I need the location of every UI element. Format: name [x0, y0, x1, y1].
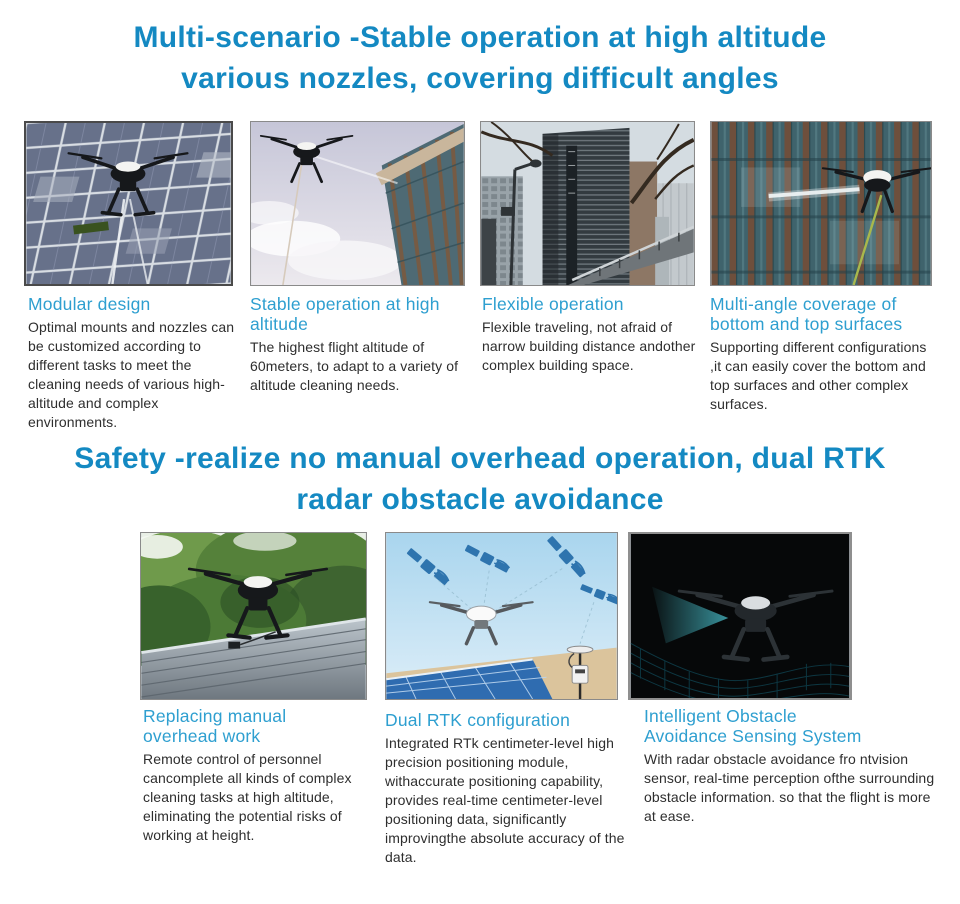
image-drone-cleaning-solar-panels: [24, 121, 233, 286]
feature-heading: Intelligent Obstacle Avoidance Sensing System: [644, 706, 862, 746]
image-drone-over-rooftop: [140, 532, 367, 700]
image-drone-spraying-facade: [710, 121, 932, 286]
feature-modular-design: [28, 294, 241, 432]
facade-scene: [711, 122, 931, 285]
feature-body: Optimal mounts and nozzles can be customized according to different tasks to meet the cleaning needs of various high-altitude and complex environments.: [28, 319, 235, 430]
feature-dual-rtk: [385, 710, 631, 867]
solar-panels-scene: [26, 123, 231, 284]
feature-body: With radar obstacle avoidance fro ntvision sensor, real-time perception ofthe surrounding obstacle information. so that the flight is more at ease.: [644, 751, 935, 824]
radar-scene: [630, 534, 850, 698]
feature-stable-operation: [250, 294, 475, 395]
image-city-skyscrapers: [480, 121, 695, 286]
section2-title-line1: Safety -realize no manual overhead operation, dual RTK: [74, 442, 886, 475]
rooftop-scene: [141, 533, 366, 699]
section2-title-line2: radar obstacle avoidance: [296, 483, 664, 516]
rtk-scene: [386, 533, 617, 699]
feature-body: Remote control of personnel cancomplete all kinds of complex cleaning tasks at high altitude, eliminating the potential risks of working at height.: [143, 751, 352, 843]
section1-title-line2: various nozzles, covering difficult angles: [181, 62, 779, 95]
feature-heading: Replacing manual overhead work: [143, 706, 287, 746]
feature-body: Integrated RTk centimeter-level high precision positioning module, withaccurate positioning capability, provides real-time centimeter-level positioning data, significantly improvingthe absolute accuracy of the data.: [385, 735, 625, 865]
sky-building-scene: [251, 122, 464, 285]
city-scene: [481, 122, 694, 285]
feature-body: Flexible traveling, not afraid of narrow building distance andother complex building space.: [482, 319, 696, 373]
image-drone-high-altitude: [250, 121, 465, 286]
feature-replacing-manual-work: [143, 706, 380, 845]
feature-body: Supporting different configurations ,it can easily cover the bottom and top surfaces and other complex surfaces.: [710, 339, 927, 412]
section2-title: [0, 438, 960, 520]
section1-title-line1: Multi-scenario -Stable operation at high altitude: [133, 21, 827, 54]
feature-heading: Multi-angle coverage of bottom and top surfaces: [710, 294, 903, 334]
feature-obstacle-avoidance: [644, 706, 944, 826]
feature-heading: Stable operation at high altitude: [250, 294, 440, 334]
image-obstacle-avoidance: [628, 532, 852, 700]
feature-multi-angle-coverage: [710, 294, 938, 414]
section1-title: [0, 17, 960, 99]
feature-heading: Dual RTK configuration: [385, 710, 571, 730]
feature-heading: Flexible operation: [482, 294, 624, 314]
feature-flexible-operation: [482, 294, 700, 375]
image-rtk-illustration: [385, 532, 618, 700]
roof-camera: [228, 642, 240, 649]
feature-heading: Modular design: [28, 294, 151, 314]
feature-body: The highest flight altitude of 60meters, to adapt to a variety of altitude cleaning needs.: [250, 339, 459, 393]
